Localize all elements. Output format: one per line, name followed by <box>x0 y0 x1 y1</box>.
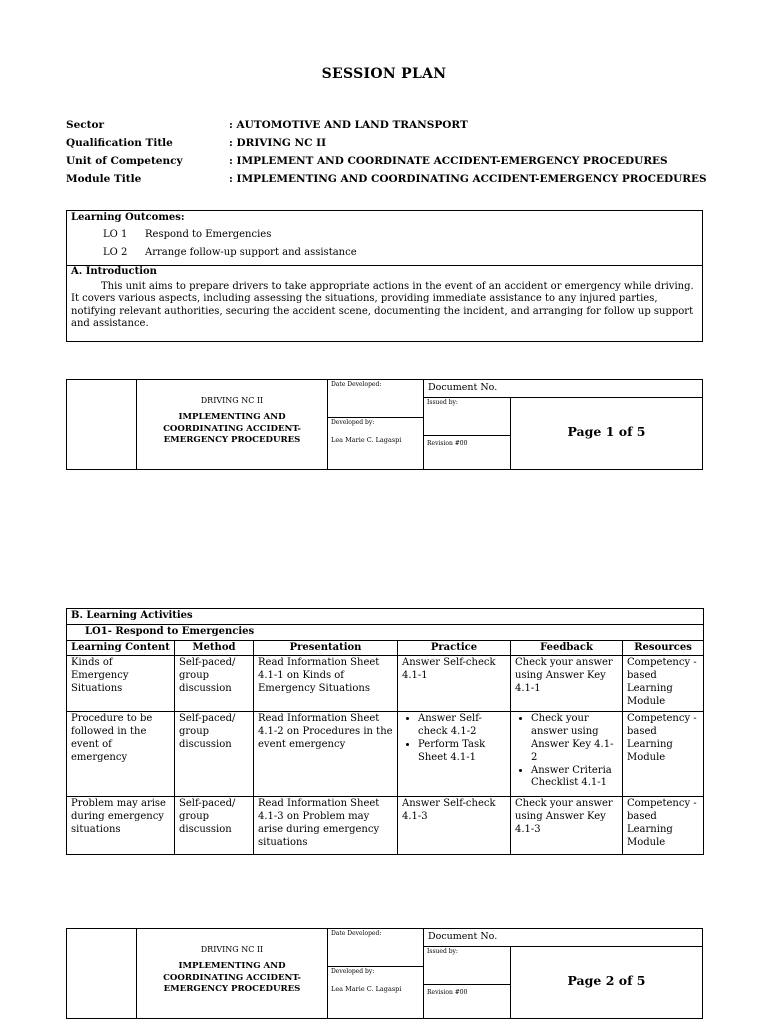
document-no-label: Document No. <box>428 382 498 393</box>
section-divider <box>67 265 702 266</box>
page-number: Page 2 of 5 <box>567 973 646 988</box>
footer-qualification: DRIVING NC II <box>200 396 264 405</box>
cell-method: Self-paced/ group discussion <box>175 656 254 712</box>
developed-by-label: Developed by: <box>331 419 375 426</box>
revision-label: Revision #00 <box>427 989 468 996</box>
issued-by-cell <box>424 398 511 436</box>
meta-value: : IMPLEMENTING AND COORDINATING ACCIDENT-EMERGENCY PROCEDURES <box>229 173 707 185</box>
introduction-heading: A. Introduction <box>71 266 157 277</box>
page-number: Page 1 of 5 <box>567 424 646 439</box>
document-no-cell <box>424 380 702 398</box>
table-heading-row <box>67 609 704 625</box>
meta-label: Sector <box>66 119 105 131</box>
page-title: SESSION PLAN <box>321 66 447 82</box>
learning-outcome-item <box>103 229 271 240</box>
cell-resources: Competency -based Learning Module <box>623 656 704 712</box>
logo-area <box>67 380 137 469</box>
logo-area <box>67 929 137 1018</box>
cell-practice <box>398 712 511 797</box>
footer-qualification: DRIVING NC II <box>200 945 264 954</box>
lo-code: LO 2 <box>103 247 128 258</box>
revision-label: Revision #00 <box>427 440 468 447</box>
learning-outcome-item <box>103 247 357 258</box>
lo-code: LO 1 <box>103 229 128 240</box>
document-no-cell <box>424 929 702 947</box>
list-item: • Answer Criteria Checklist 4.1-1 <box>531 765 618 791</box>
meta-label: Unit of Competency <box>66 155 183 167</box>
date-developed-cell <box>328 929 424 967</box>
column-header: Resources <box>623 640 704 656</box>
learning-activities-table <box>66 608 704 855</box>
date-developed-cell <box>328 380 424 418</box>
table-row <box>67 712 704 797</box>
cell-feedback: Check your answer using Answer Key 4.1-3 <box>511 797 623 855</box>
document-no-label: Document No. <box>428 931 498 942</box>
cell-presentation: Read Information Sheet 4.1-1 on Kinds of Emergency Situations <box>254 656 398 712</box>
developed-by-cell <box>328 418 424 469</box>
cell-method: Self-paced/ group discussion <box>175 797 254 855</box>
table-row <box>67 797 704 855</box>
revision-cell <box>424 985 511 1018</box>
lo1-heading: LO1- Respond to Emergencies <box>67 624 704 640</box>
cell-presentation: Read Information Sheet 4.1-3 on Problem may arise during emergency situations <box>254 797 398 855</box>
cell-content: Problem may arise during emergency situations <box>67 797 175 855</box>
cell-feedback: Check your answer using Answer Key 4.1-1 <box>511 656 623 712</box>
column-header-row <box>67 640 704 656</box>
introduction-text: This unit aims to prepare drivers to take appropriate actions in the event of an accident or emergency while driving. It covers various aspects, including assessing the situations, providing immediate assistance to any injured parties, notifying relevant authorities, securing the accident scene, documenting the incident, and arranging for follow up support and assistance. <box>71 281 694 330</box>
footer-title-cell <box>137 929 328 1018</box>
meta-value: : DRIVING NC II <box>229 137 326 149</box>
table-row <box>67 656 704 712</box>
list-item: • Check your answer using Answer Key 4.1-2 <box>531 713 618 764</box>
cell-feedback <box>511 712 623 797</box>
document-footer <box>66 928 703 1019</box>
meta-value: : AUTOMOTIVE AND LAND TRANSPORT <box>229 119 468 131</box>
footer-module: IMPLEMENTING AND COORDINATING ACCIDENT-EMERGENCY PROCEDURES <box>163 961 301 994</box>
developer-name: Lea Marie C. Lagaspi <box>331 985 402 993</box>
meta-value: : IMPLEMENT AND COORDINATE ACCIDENT-EMERGENCY PROCEDURES <box>229 155 668 167</box>
date-developed-label: Date Developed: <box>331 930 382 937</box>
column-header: Practice <box>398 640 511 656</box>
lo-heading-row <box>67 624 704 640</box>
learning-outcomes-heading: Learning Outcomes: <box>71 212 185 223</box>
column-header: Method <box>175 640 254 656</box>
cell-practice: Answer Self-check 4.1-3 <box>398 797 511 855</box>
page-number-cell <box>511 398 702 469</box>
cell-method: Self-paced/ group discussion <box>175 712 254 797</box>
cell-resources: Competency -based Learning Module <box>623 712 704 797</box>
date-developed-label: Date Developed: <box>331 381 382 388</box>
cell-presentation: Read Information Sheet 4.1-2 on Procedures in the event emergency <box>254 712 398 797</box>
cell-practice: Answer Self-check 4.1-1 <box>398 656 511 712</box>
issued-by-label: Issued by: <box>427 399 458 406</box>
feedback-list <box>515 713 618 790</box>
column-header: Feedback <box>511 640 623 656</box>
practice-list <box>402 713 506 764</box>
issued-by-cell <box>424 947 511 985</box>
list-item: • Perform Task Sheet 4.1-1 <box>418 739 506 765</box>
meta-label: Module Title <box>66 173 142 185</box>
cell-content: Kinds of Emergency Situations <box>67 656 175 712</box>
issued-by-label: Issued by: <box>427 948 458 955</box>
lo-text: Respond to Emergencies <box>145 229 272 240</box>
page-number-cell <box>511 947 702 1018</box>
learning-activities-heading: B. Learning Activities <box>67 609 704 625</box>
learning-outcomes-box <box>66 210 703 342</box>
document-footer <box>66 379 703 470</box>
revision-cell <box>424 436 511 469</box>
developed-by-cell <box>328 967 424 1018</box>
developer-name: Lea Marie C. Lagaspi <box>331 436 402 444</box>
developed-by-label: Developed by: <box>331 968 375 975</box>
footer-title-cell <box>137 380 328 469</box>
cell-resources: Competency -based Learning Module <box>623 797 704 855</box>
meta-label: Qualification Title <box>66 137 173 149</box>
column-header: Learning Content <box>67 640 175 656</box>
cell-content: Procedure to be followed in the event of emergency <box>67 712 175 797</box>
list-item: • Answer Self-check 4.1-2 <box>418 713 506 739</box>
lo-text: Arrange follow-up support and assistance <box>145 247 357 258</box>
column-header: Presentation <box>254 640 398 656</box>
footer-module: IMPLEMENTING AND COORDINATING ACCIDENT-EMERGENCY PROCEDURES <box>163 412 301 445</box>
